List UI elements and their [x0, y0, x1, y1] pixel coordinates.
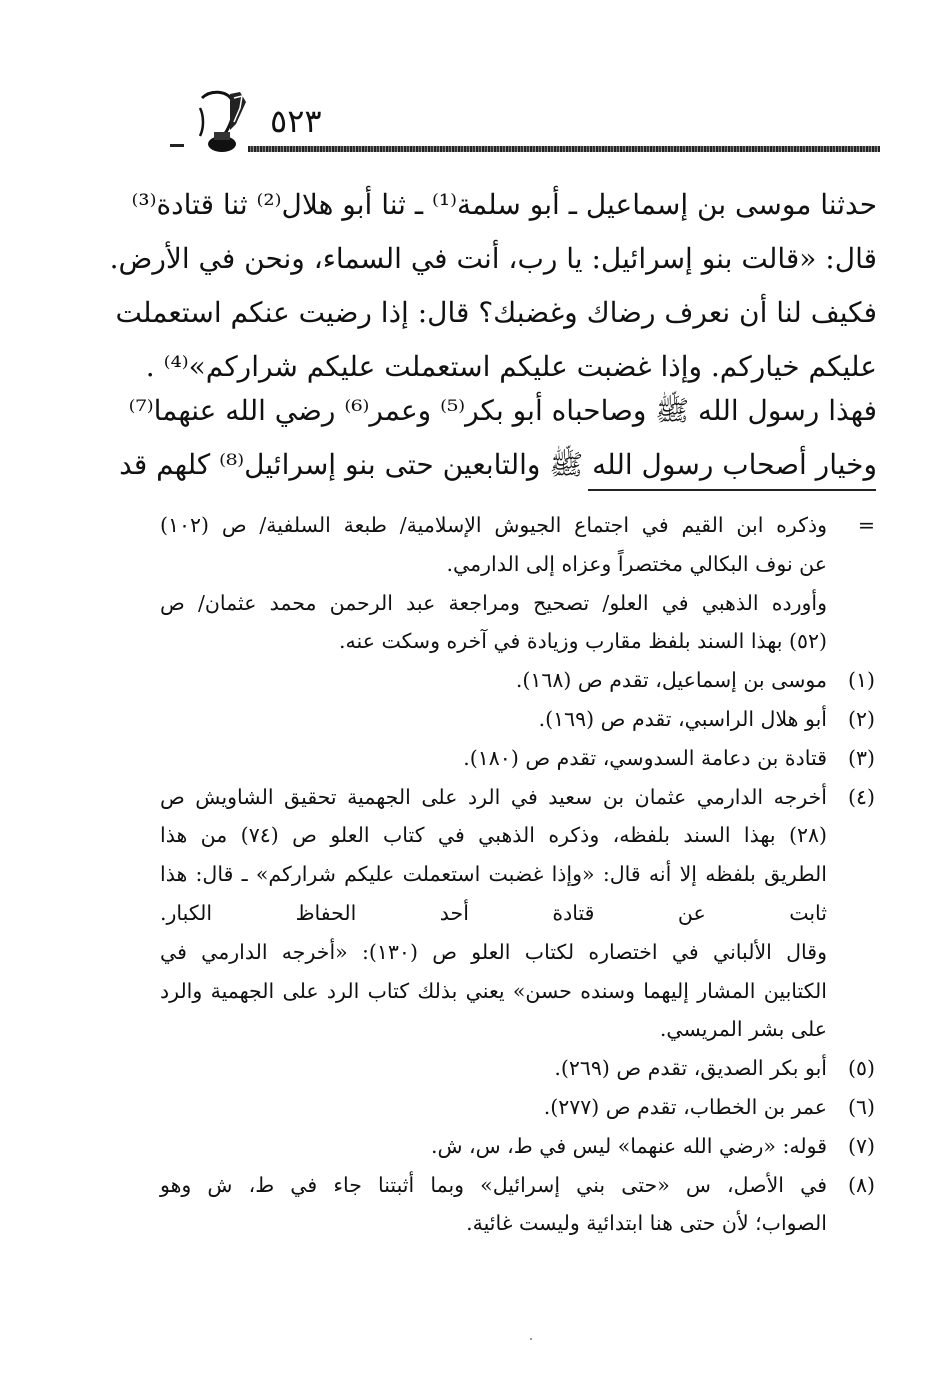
footnote-line: أخرجه الدارمي عثمان بن سعيد في الرد على الجهمية تحقيق الشاويش ص — [160, 784, 827, 809]
text-line: فكيف لنا أن نعرف رضاك وغضبك؟ قال: إذا رضيت عنكم استعملت — [115, 296, 877, 329]
main-paragraph-1 — [109, 178, 877, 394]
footnote-line: (٥٢) بهذا السند بلفظ مقارب وزيادة في آخره وسكت عنه. — [339, 629, 827, 654]
footnote — [160, 1049, 875, 1088]
footnote-number: (٣) — [847, 745, 875, 770]
footnote-line: الطريق بلفظه إلا أنه قال: «وإذا غضبت استعملت عليكم شراركم» ـ قال: هذا — [160, 862, 827, 887]
header-rule — [248, 146, 880, 152]
footnote-line: وأورده الذهبي في العلو/ تصحيح ومراجعة عبد الرحمن محمد عثمان/ ص — [160, 590, 827, 615]
page-number: ٥٢٣ — [270, 102, 322, 140]
footnote-line: عن نوف البكالي مختصراً وعزاه إلى الدارمي. — [446, 551, 827, 576]
footnote-line: عمر بن الخطاب، تقدم ص (٢٧٧). — [543, 1094, 827, 1119]
footnote-line: وقال الألباني في اختصاره لكتاب العلو ص (١٣٠): «أخرجه الدارمي في — [160, 939, 827, 964]
footnote-list — [160, 661, 875, 1243]
footnote-divider — [588, 489, 876, 491]
footnote-number: (٧) — [847, 1133, 875, 1158]
continuation-mark: = — [857, 513, 875, 537]
text-line: قال: «قالت بنو إسرائيل: يا رب، أنت في السماء، ونحن في الأرض. — [109, 242, 877, 275]
page-header — [170, 88, 880, 158]
footnote-number: (١) — [847, 668, 875, 693]
footnote-line: الكتابين المشار إليهما وسنده حسن» يعني بذلك كتاب الرد على الجهمية والرد — [160, 978, 827, 1003]
text-line: عليكم خياركم. وإذا غضبت عليكم استعملت عليكم شراركم»⁽⁴⁾ . — [145, 350, 877, 383]
footnote — [160, 1166, 875, 1244]
footnote-number: (٨) — [847, 1172, 875, 1197]
footnote-line: على بشر المريسي. — [659, 1017, 827, 1042]
footnote-line: قتادة بن دعامة السدوسي، تقدم ص (١٨٠). — [463, 745, 827, 770]
footnote-continuation — [160, 506, 875, 661]
footnote-line: في الأصل، س «حتى بني إسرائيل» وبما أثبتنا جاء في ط، ش وهو — [160, 1172, 827, 1197]
footnote — [160, 739, 875, 778]
footnote-number: (٦) — [847, 1094, 875, 1119]
text-line: وخيار أصحاب رسول الله ﷺ والتابعين حتى بنو إسرائيل⁽⁸⁾ كلهم قد — [119, 448, 877, 481]
header-dash — [170, 144, 184, 147]
inkwell-quill-icon — [196, 88, 254, 154]
footnote-line: موسى بن إسماعيل، تقدم ص (١٦٨). — [515, 668, 827, 693]
footnote-line: (٢٨) بهذا السند بلفظه، وذكره الذهبي في كتاب العلو ص (٧٤) من هذا — [160, 823, 827, 848]
footnote-number: (٢) — [847, 706, 875, 731]
page-speck — [530, 1338, 532, 1340]
main-paragraph-2 — [119, 384, 877, 492]
footnotes — [160, 506, 875, 1243]
footnote — [160, 1088, 875, 1127]
footnote-line: وذكره ابن القيم في اجتماع الجيوش الإسلامية/ طبعة السلفية/ ص (١٠٢) — [160, 513, 827, 537]
footnote — [160, 661, 875, 700]
footnote-line: ثابت عن قتادة أحد الحفاظ الكبار. — [160, 900, 827, 925]
footnote-line: الصواب؛ لأن حتى هنا ابتدائية وليست غائية. — [466, 1211, 827, 1236]
footnote — [160, 1127, 875, 1166]
text-line: فهذا رسول الله ﷺ وصاحباه أبو بكر⁽⁵⁾ وعمر⁽⁶⁾ رضي الله عنهما⁽⁷⁾ — [128, 394, 877, 427]
footnote-line: أبو بكر الصديق، تقدم ص (٢٦٩). — [554, 1056, 827, 1081]
text-line: حدثنا موسى بن إسماعيل ـ أبو سلمة⁽¹⁾ ـ ثنا أبو هلال⁽²⁾ ثنا قتادة⁽³⁾ — [131, 188, 877, 221]
footnote — [160, 700, 875, 739]
footnote-line: أبو هلال الراسبي، تقدم ص (١٦٩). — [538, 706, 827, 731]
footnote — [160, 778, 875, 1050]
footnote-line: قوله: «رضي الله عنهما» ليس في ط، س، ش. — [430, 1133, 827, 1158]
footnote-number: (٥) — [847, 1056, 875, 1081]
footnote-number: (٤) — [847, 784, 875, 809]
